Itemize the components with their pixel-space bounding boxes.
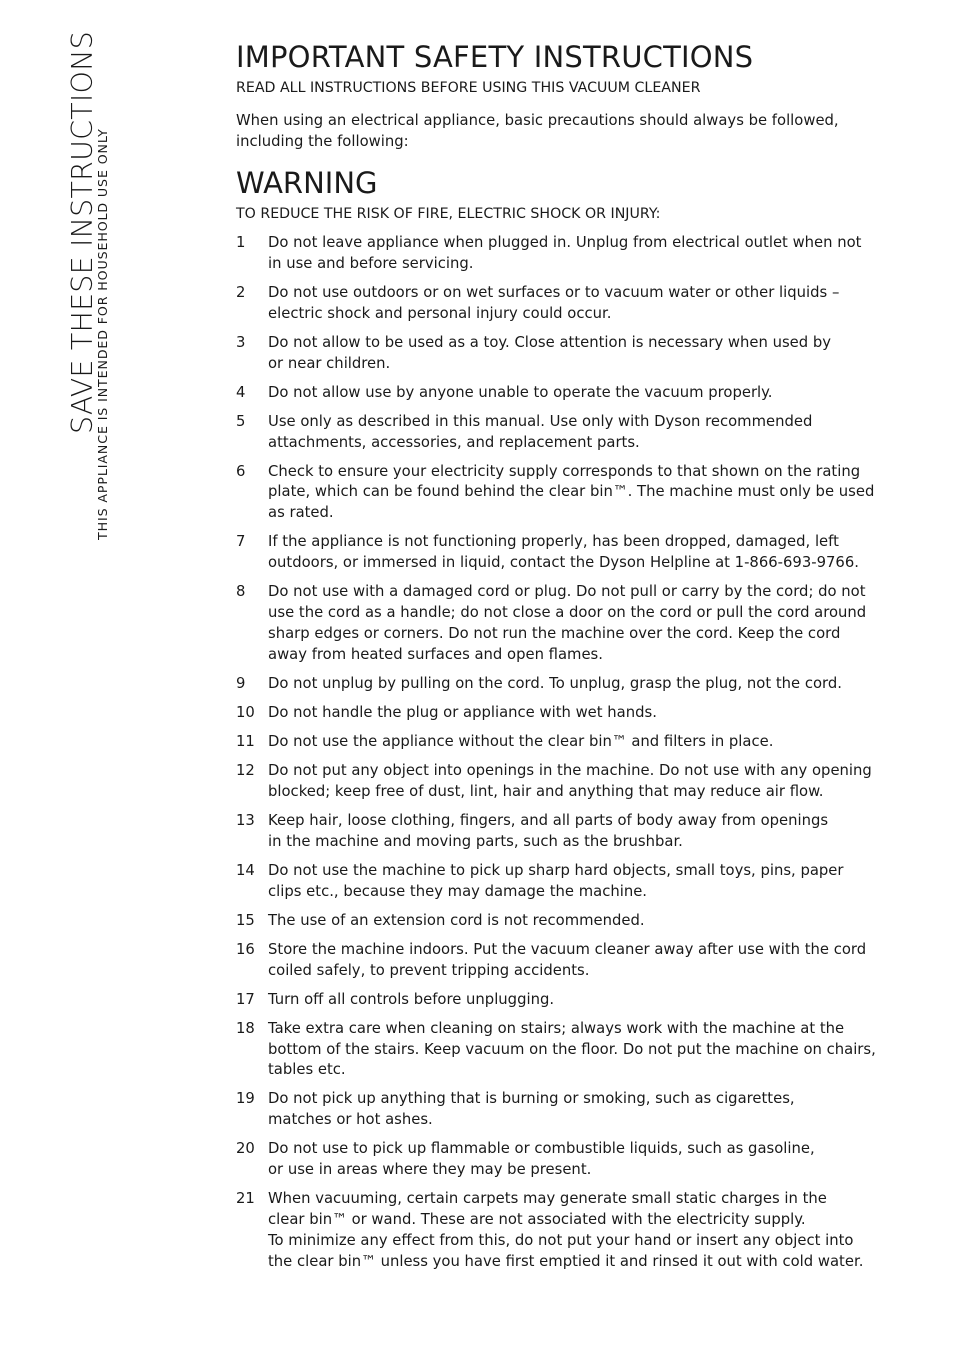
list-item-number: 1 — [236, 234, 246, 251]
list-item-number: 15 — [236, 911, 255, 929]
household-use-notice: THIS APPLIANCE IS INTENDED FOR HOUSEHOLD USE ONLY — [95, 128, 110, 540]
list-item — [236, 233, 916, 275]
list-item-number: 11 — [236, 732, 255, 750]
intro-text: When using an electrical appliance, basic precautions should always be followed, including the following: — [236, 112, 839, 150]
list-item — [236, 582, 916, 665]
page-title: IMPORTANT SAFETY INSTRUCTIONS — [236, 40, 754, 74]
list-item — [236, 811, 916, 853]
list-item-text: The use of an extension cord is not recommended. — [268, 911, 645, 929]
list-item — [236, 1089, 916, 1131]
list-item-text: Keep hair, loose clothing, fingers, and all parts of body away from openings in the machine and moving parts, such as the brushbar. — [268, 811, 829, 850]
list-item-text: Use only as described in this manual. Use only with Dyson recommended attachments, accessories, and replacement parts. — [268, 412, 813, 451]
list-item — [236, 532, 916, 574]
safety-instruction-list — [236, 233, 916, 1272]
list-item-number: 8 — [236, 583, 246, 601]
list-item — [236, 732, 916, 753]
list-item-text: Turn off all controls before unplugging. — [268, 990, 555, 1008]
list-item-text: Do not use to pick up flammable or combustible liquids, such as gasoline, or use in areas where they may be present. — [268, 1140, 815, 1179]
list-item-number: 5 — [236, 412, 246, 430]
list-item-number: 4 — [236, 383, 246, 401]
save-instructions-title: SAVE THESE INSTRUCTIONS — [66, 31, 99, 434]
list-item — [236, 1139, 916, 1181]
list-item — [236, 861, 916, 903]
list-item-number: 10 — [236, 703, 255, 721]
list-item-text: If the appliance is not functioning properly, has been dropped, damaged, left outdoors, or immersed in liquid, contact the Dyson Helpline at 1-866-693-9766. — [268, 533, 859, 572]
list-item — [236, 412, 916, 454]
list-item-text: Take extra care when cleaning on stairs; always work with the machine at the bottom of the stairs. Keep vacuum on the floor. Do not put the machine on chairs, tables etc. — [268, 1019, 876, 1079]
list-item-text: Do not allow to be used as a toy. Close attention is necessary when used by or near children. — [268, 333, 832, 372]
list-item-text: When vacuuming, certain carpets may generate small static charges in the clear bin™ or wand. These are not associated with the electricity supply. To minimize any effect from this, do not put your hand or insert any object into the clear bin™ unless you have first emptied it and rinsed it out with cold water. — [268, 1190, 864, 1270]
list-item-text: Do not use outdoors or on wet surfaces or to vacuum water or other liquids – electric shock and personal injury could occur. — [268, 283, 840, 322]
list-item — [236, 283, 916, 325]
warning-subheading: TO REDUCE THE RISK OF FIRE, ELECTRIC SHOCK OR INJURY: — [236, 206, 661, 222]
list-item — [236, 462, 916, 524]
list-item-number: 12 — [236, 762, 255, 779]
list-item — [236, 761, 916, 803]
list-item-text: Do not pick up anything that is burning or smoking, such as cigarettes, matches or hot ashes. — [268, 1090, 795, 1129]
list-item — [236, 940, 916, 982]
list-item-number: 6 — [236, 462, 246, 480]
list-item — [236, 703, 916, 724]
list-item-text: Do not allow use by anyone unable to operate the vacuum properly. — [268, 383, 773, 401]
list-item-number: 2 — [236, 283, 246, 301]
list-item-number: 19 — [236, 1090, 255, 1108]
list-item — [236, 1019, 916, 1081]
list-item-number: 7 — [236, 533, 246, 551]
list-item-number: 14 — [236, 861, 255, 879]
list-item-text: Do not put any object into openings in the machine. Do not use with any opening blocked; keep free of dust, lint, hair and anything that may reduce air flow. — [268, 762, 872, 800]
list-item-number: 3 — [236, 333, 246, 351]
warning-heading: WARNING — [236, 166, 378, 200]
list-item-number: 13 — [236, 811, 255, 829]
list-item — [236, 333, 916, 375]
list-item-text: Store the machine indoors. Put the vacuum cleaner away after use with the cord coiled safely, to prevent tripping accidents. — [268, 940, 867, 979]
list-item-text: Do not unplug by pulling on the cord. To unplug, grasp the plug, not the cord. — [268, 674, 842, 692]
list-item — [236, 1189, 916, 1272]
list-item-text: Check to ensure your electricity supply corresponds to that shown on the rating plate, which can be found behind the clear bin™. The machine must only be used as rated. — [268, 462, 875, 522]
list-item-text: Do not leave appliance when plugged in. Unplug from electrical outlet when not in use and before servicing. — [268, 234, 862, 272]
list-item — [236, 911, 916, 932]
list-item-text: Do not use with a damaged cord or plug. Do not pull or carry by the cord; do not use the cord as a handle; do not close a door on the cord or pull the cord around sharp edges or corners. Do not run the machine over the cord. Keep the cord away from heated surfaces and open flames. — [268, 583, 867, 663]
list-item-text: Do not handle the plug or appliance with wet hands. — [268, 703, 657, 721]
list-item-number: 9 — [236, 674, 246, 692]
list-item-text: Do not use the appliance without the clear bin™ and filters in place. — [268, 732, 774, 750]
list-item — [236, 383, 916, 404]
main-content — [236, 40, 916, 1281]
read-all-subheading: READ ALL INSTRUCTIONS BEFORE USING THIS VACUUM CLEANER — [236, 80, 701, 96]
list-item-text: Do not use the machine to pick up sharp hard objects, small toys, pins, paper clips etc., because they may damage the machine. — [268, 861, 844, 900]
list-item-number: 18 — [236, 1019, 255, 1037]
list-item-number: 17 — [236, 990, 255, 1008]
list-item-number: 20 — [236, 1140, 255, 1158]
list-item-number: 16 — [236, 940, 255, 958]
list-item — [236, 990, 916, 1011]
list-item — [236, 674, 916, 695]
sidebar — [0, 0, 200, 1350]
list-item-number: 21 — [236, 1190, 255, 1208]
intro-paragraph — [236, 111, 916, 152]
